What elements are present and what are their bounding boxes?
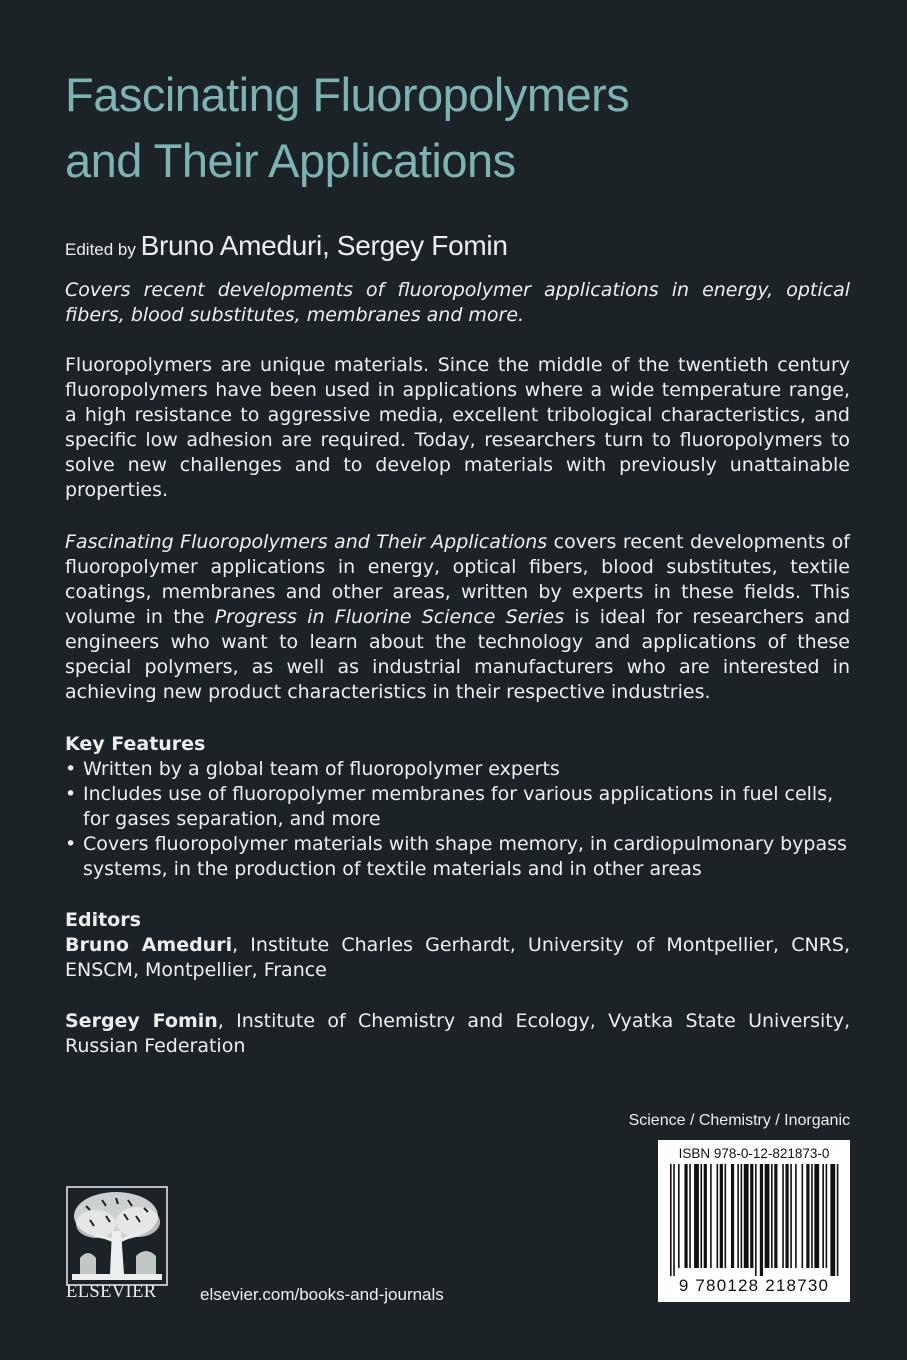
barcode-bar xyxy=(731,1164,734,1268)
barcode-bar xyxy=(774,1164,777,1268)
barcode-bar xyxy=(700,1164,702,1268)
barcode-bar xyxy=(670,1164,672,1276)
list-item: • Includes use of fluoropolymer membranes for various applications in fuel cells, for gases separation, and more xyxy=(65,782,850,832)
barcode-bar xyxy=(765,1164,770,1268)
editor-affiliation: , Institute Charles Gerhardt, University of Montpellier, CNRS, ENSCM, Montpellier, France xyxy=(65,934,850,981)
barcode-bar xyxy=(806,1164,809,1268)
barcode-bar xyxy=(830,1164,835,1276)
barcode-bar xyxy=(771,1164,773,1268)
barcode-bar xyxy=(737,1164,739,1268)
barcode-bar xyxy=(826,1164,828,1268)
barcode-bar xyxy=(750,1164,753,1268)
barcode-bar xyxy=(725,1164,727,1268)
editor-affiliation: , Institute of Chemistry and Ecology, Vyatka State University, Russian Federation xyxy=(65,1010,850,1057)
book-title xyxy=(65,62,865,194)
subject-category: Science / Chemistry / Inorganic xyxy=(628,1112,850,1129)
editors-heading: Editors xyxy=(65,909,141,931)
editor-entry-fomin xyxy=(65,1009,850,1059)
list-item: • Covers fluoropolymer materials with shape memory, in cardiopulmonary bypass systems, in the production of textile materials and in other areas xyxy=(65,832,850,882)
barcode-bar xyxy=(704,1164,707,1268)
book-title-line-1: Fascinating Fluoropolymers xyxy=(65,68,630,121)
barcode-bar xyxy=(710,1164,712,1268)
list-item: • Written by a global team of fluoropolymer experts xyxy=(65,757,850,782)
barcode-bar xyxy=(673,1164,675,1276)
barcode-bar xyxy=(782,1164,784,1268)
editor-name: Sergey Fomin xyxy=(65,1010,218,1032)
elsevier-tree-logo-icon xyxy=(66,1186,168,1286)
barcode-bar xyxy=(802,1164,804,1268)
publisher-url: elsevier.com/books-and-journals xyxy=(200,1285,444,1304)
paragraph-2-text-a: covers recent developments of fluoropolymer applications in energy, optical fibers, blood substitutes, textile coatings, membranes and other areas, written by experts in these fields. This volume in the xyxy=(65,531,851,628)
barcode-bar xyxy=(689,1164,691,1268)
barcode-bar xyxy=(755,1164,757,1276)
barcode-bar xyxy=(684,1164,687,1268)
barcode-bar xyxy=(760,1164,763,1276)
barcode-bars xyxy=(670,1164,840,1276)
barcode-bar xyxy=(795,1164,797,1268)
key-features-heading: Key Features xyxy=(65,733,206,755)
barcode-bar xyxy=(814,1164,819,1268)
barcode-bar xyxy=(822,1164,824,1268)
series-name: Progress in Fluorine Science Series xyxy=(214,606,565,628)
editor-entry-ameduri xyxy=(65,933,850,983)
key-features-list xyxy=(65,757,850,882)
tagline: Covers recent developments of fluoropolymer applications in energy, optical fibers, blood substitutes, membranes and more. xyxy=(65,279,850,326)
barcode-digits: 9 780128 218730 xyxy=(678,1276,830,1295)
editor-names: Bruno Ameduri, Sergey Fomin xyxy=(140,230,508,261)
book-title-line-2: and Their Applications xyxy=(65,134,516,187)
isbn-label: ISBN 978-0-12-821873-0 xyxy=(678,1146,830,1161)
publisher-logo-text: ELSEVIER xyxy=(66,1282,157,1302)
book-title-reference: Fascinating Fluoropolymers and Their Applications xyxy=(65,531,548,553)
barcode-bar xyxy=(837,1164,839,1276)
barcode-bar xyxy=(811,1164,813,1268)
barcode-bar xyxy=(744,1164,749,1268)
barcode-bar xyxy=(720,1164,723,1268)
description-paragraph-2 xyxy=(65,530,850,705)
barcode-bar xyxy=(678,1164,680,1268)
barcode-bar xyxy=(785,1164,788,1268)
barcode-bar xyxy=(790,1164,792,1268)
isbn-barcode xyxy=(658,1140,850,1302)
barcode-bar xyxy=(741,1164,743,1268)
edited-by-line xyxy=(65,230,850,262)
description-paragraph-1: Fluoropolymers are unique materials. Since the middle of the twentieth century fluoropolymers have been used in applications where a wide temperature range, a high resistance to aggressive media, excellent tribological characteristics, and specific low adhesion are required. Today, researchers turn to fluoropolymers to solve new challenges and to develop materials with previously unattainable properties. xyxy=(65,354,850,501)
barcode-bar xyxy=(694,1164,699,1268)
barcode-bar xyxy=(717,1164,719,1268)
edited-by-label: Edited by xyxy=(65,240,136,259)
editor-name: Bruno Ameduri xyxy=(65,934,233,956)
paragraph-2-text-b: is ideal for researchers and engineers who want to learn about the technology and applications of these special polymers, as well as industrial manufacturers who are interested in achieving new product characteristics in their respective industries. xyxy=(65,606,851,703)
